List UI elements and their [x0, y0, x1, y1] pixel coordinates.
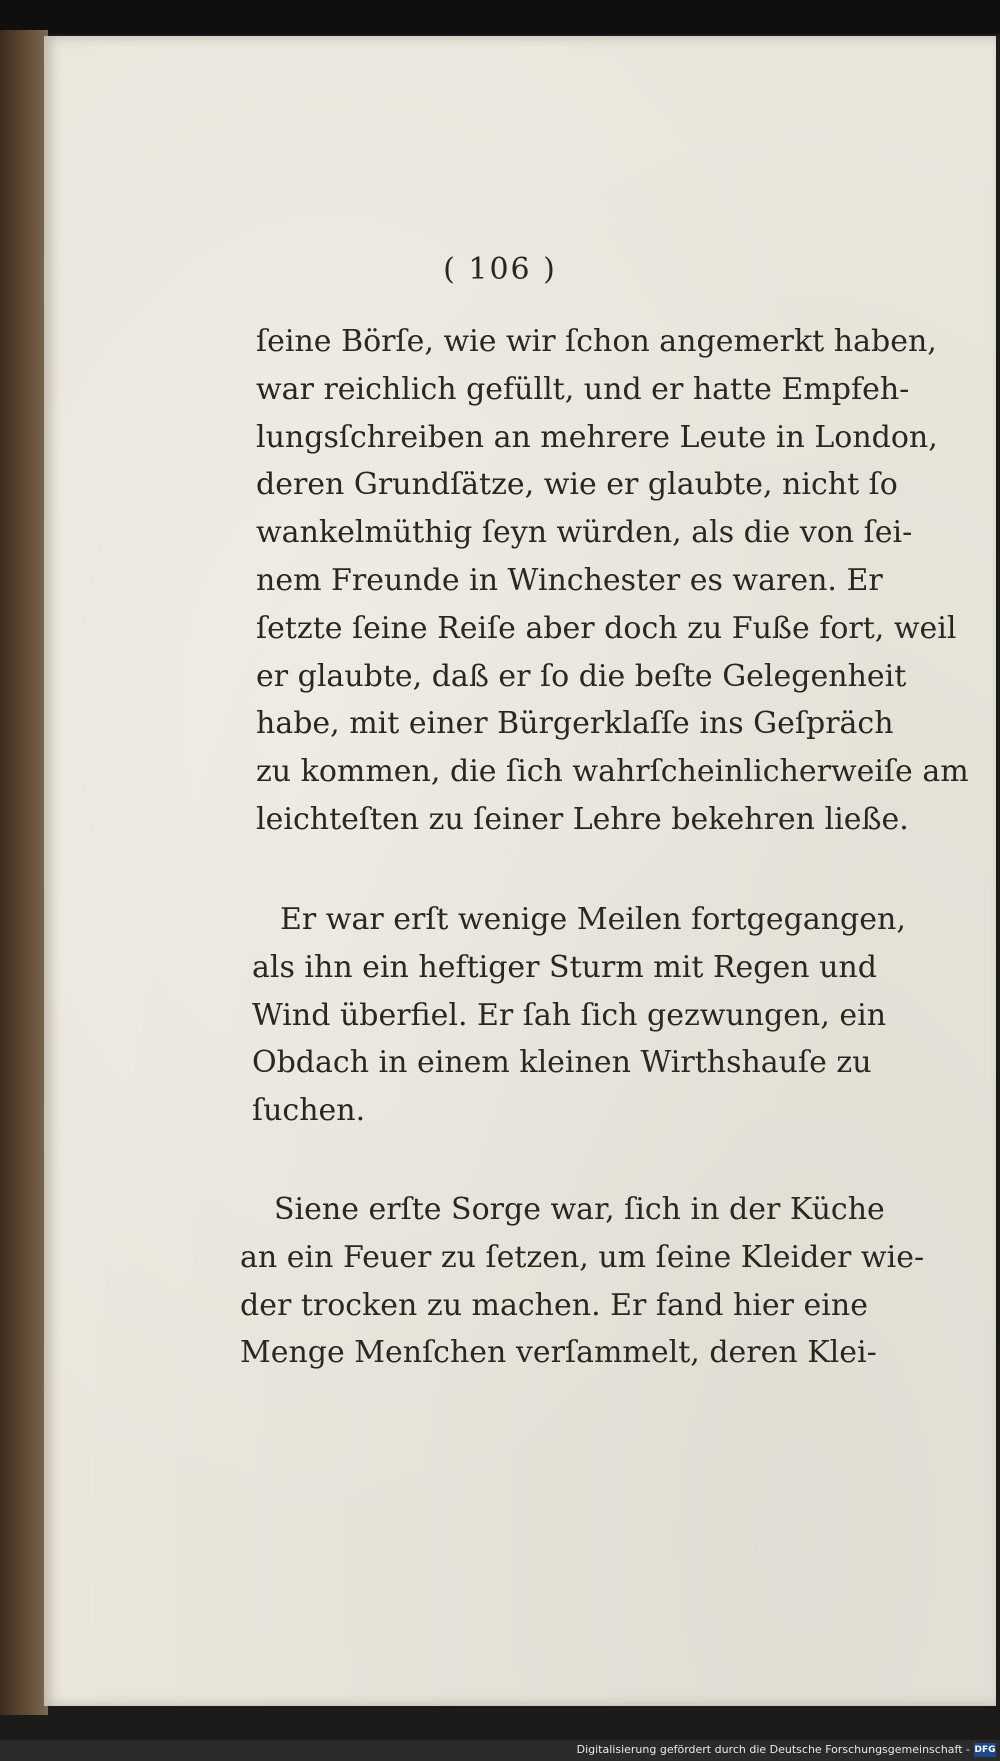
text-line: er glaubte, daß er ſo die beſte Gelegenheit	[256, 658, 907, 694]
text-line: habe, mit einer Bürgerklaſſe ins Geſpräch	[256, 706, 894, 742]
text-line: ſeine Börſe, wie wir ſchon angemerkt haben,	[256, 324, 937, 359]
text-line: Menge Menſchen verſammelt, deren Klei-	[240, 1335, 877, 1371]
text-line: wankelmüthig ſeyn würden, als die von ſei-	[256, 515, 913, 551]
text-line: lungsſchreiben an mehrere Leute in London,	[256, 419, 938, 455]
text-line: als ihn ein heftiger Sturm mit Regen und	[252, 949, 877, 985]
text-line: nem Freunde in Winchester es waren. Er	[256, 562, 883, 598]
text-line: ſetzte ſeine Reiſe aber doch zu Fuße fort, weil	[256, 610, 957, 646]
text-line: Siene erſte Sorge war, ſich in der Küche	[274, 1192, 885, 1227]
text-line: an ein Feuer zu ſetzen, um ſeine Kleider wie-	[240, 1239, 925, 1275]
text-line: zu kommen, die ſich wahrſcheinlicherweiſe am	[256, 754, 969, 790]
text-line: deren Grundſätze, wie er glaubte, nicht ſo	[256, 467, 898, 503]
dfg-logo: DFG	[974, 1745, 996, 1755]
text-line: ſuchen.	[252, 1093, 366, 1129]
text-line: Obdach in einem kleinen Wirthshauſe zu	[252, 1045, 872, 1081]
digitization-credit: Digitalisierung gefördert durch die Deutsche Forschungsgemeinschaft -	[576, 1743, 970, 1756]
page-number: ( 106 )	[443, 252, 557, 287]
text-line: Wind überfiel. Er ſah ſich gezwungen, ein	[252, 997, 887, 1033]
paragraph-1	[256, 318, 969, 844]
text-line: Er war erſt wenige Meilen fortgegangen,	[280, 902, 906, 937]
scan-top-border	[0, 0, 1000, 34]
paragraph-3	[240, 1186, 925, 1377]
text-line: war reichlich gefüllt, und er hatte Empfeh-	[256, 371, 910, 407]
text-line: der trocken zu machen. Er fand hier eine	[240, 1287, 868, 1323]
text-line: leichteſten zu ſeiner Lehre bekehren ließe.	[256, 801, 909, 837]
paragraph-2	[252, 896, 906, 1135]
